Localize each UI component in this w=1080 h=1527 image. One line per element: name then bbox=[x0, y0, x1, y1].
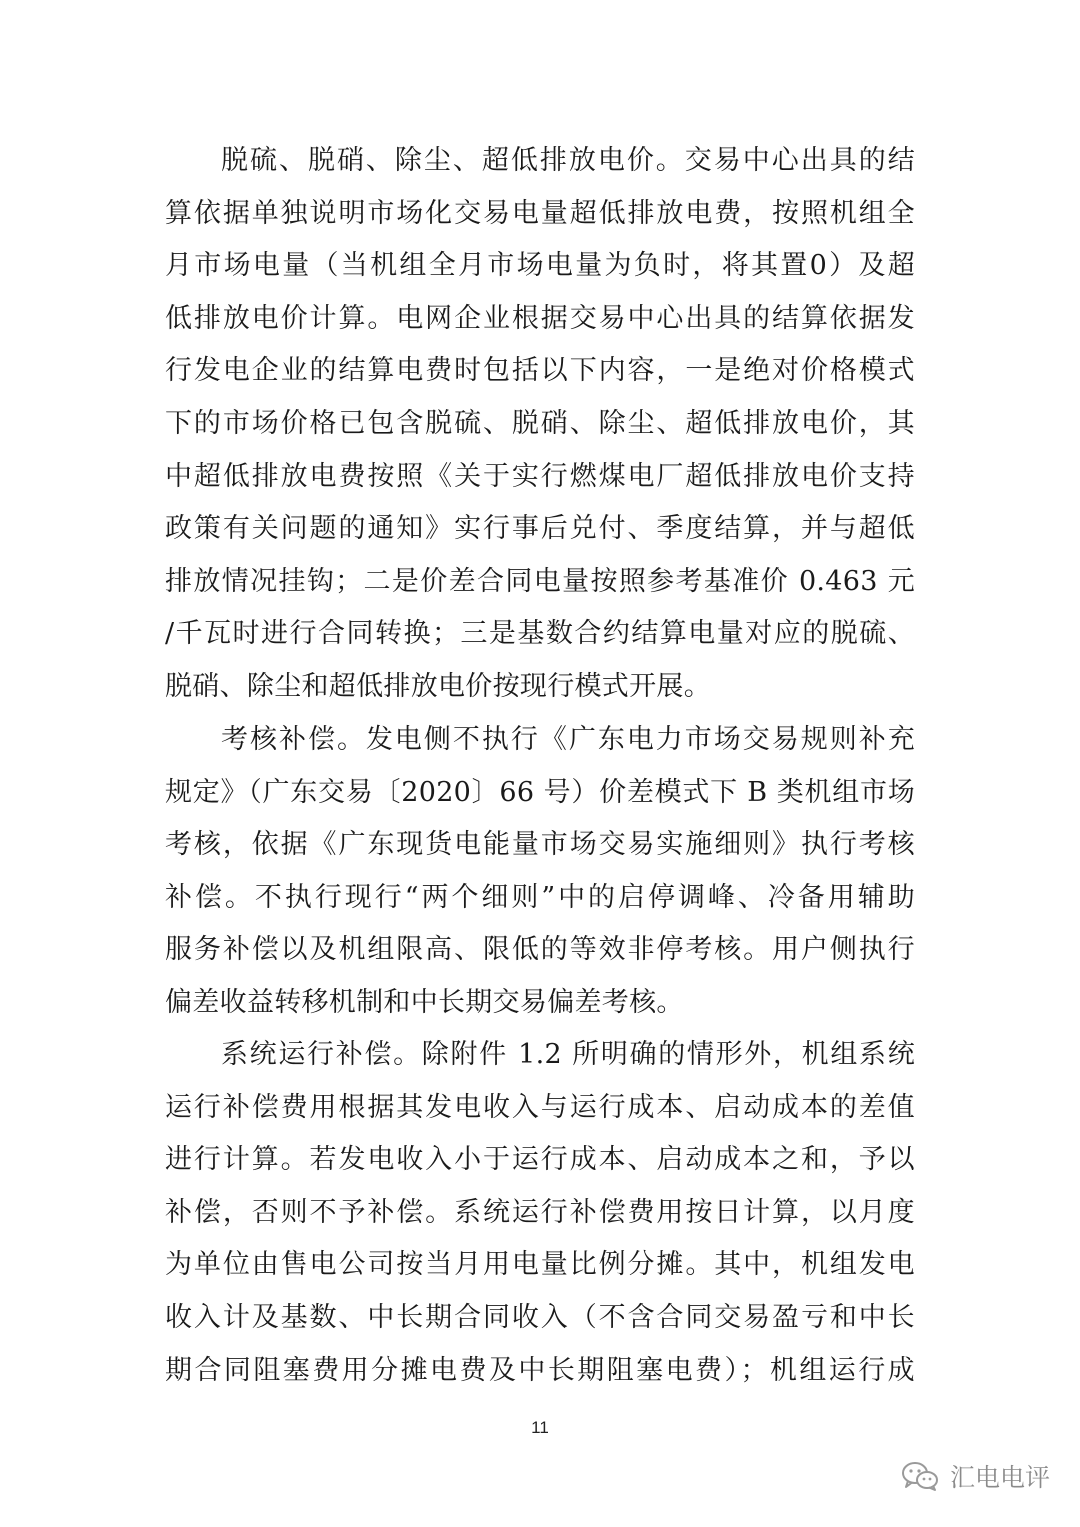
text-line: 下的市场价格已包含脱硫、脱硝、除尘、超低排放电价，其 bbox=[165, 407, 915, 439]
text-line: 补偿，否则不予补偿。系统运行补偿费用按日计算，以月度 bbox=[165, 1196, 915, 1228]
watermark bbox=[900, 1458, 1050, 1494]
text-line: 运行补偿费用根据其发电收入与运行成本、启动成本的差值 bbox=[165, 1091, 915, 1123]
page-number: 11 bbox=[531, 1418, 549, 1437]
text-line: 系统运行补偿。除附件 1.2 所明确的情形外，机组系统 bbox=[221, 1039, 915, 1070]
text-line: 期合同阻塞费用分摊电费及中长期阻塞电费）；机组运行成 bbox=[165, 1354, 915, 1386]
text-line: 脱硝、除尘和超低排放电价按现行模式开展。 bbox=[165, 670, 711, 702]
text-line: 考核，依据《广东现货电能量市场交易实施细则》执行考核 bbox=[165, 829, 915, 861]
text-line: 排放情况挂钩；二是价差合同电量按照参考基准价 0.463 元 bbox=[165, 565, 915, 597]
text-line: 中超低排放电费按照《关于实行燃煤电厂超低排放电价支持 bbox=[165, 460, 915, 492]
watermark-text: 汇电电评 bbox=[949, 1463, 1050, 1492]
text-line: 进行计算。若发电收入小于运行成本、启动成本之和，予以 bbox=[165, 1144, 915, 1176]
text-line: 脱硫、脱硝、除尘、超低排放电价。交易中心出具的结 bbox=[221, 145, 915, 176]
text-line: 服务补偿以及机组限高、限低的等效非停考核。用户侧执行 bbox=[165, 934, 915, 966]
paragraph-system-operation-compensation bbox=[165, 1029, 915, 1397]
text-line: 偏差收益转移机制和中长期交易偏差考核。 bbox=[165, 986, 684, 1018]
text-line: 补偿。不执行现行“两个细则”中的启停调峰、冷备用辅助 bbox=[165, 881, 915, 913]
text-line: 规定》（广东交易〔2020〕66 号）价差模式下 B 类机组市场 bbox=[165, 776, 915, 808]
text-line: 考核补偿。发电侧不执行《广东电力市场交易规则补充 bbox=[221, 724, 915, 755]
text-line: /千瓦时进行合同转换；三是基数合约结算电量对应的脱硫、 bbox=[165, 618, 915, 650]
wechat-icon bbox=[900, 1460, 940, 1492]
paragraph-assessment-compensation bbox=[165, 714, 915, 1030]
text-line: 算依据单独说明市场化交易电量超低排放电费，按照机组全 bbox=[165, 197, 915, 229]
text-line: 政策有关问题的通知》实行事后兑付、季度结算，并与超低 bbox=[165, 513, 915, 545]
text-line: 收入计及基数、中长期合同收入（不含合同交易盈亏和中长 bbox=[165, 1301, 915, 1333]
text-line: 月市场电量（当机组全月市场电量为负时，将其置0）及超 bbox=[165, 250, 915, 282]
text-line: 行发电企业的结算电费时包括以下内容，一是绝对价格模式 bbox=[165, 355, 915, 387]
paragraph-desulfurization-pricing bbox=[165, 135, 915, 714]
text-line: 低排放电价计算。电网企业根据交易中心出具的结算依据发 bbox=[165, 302, 915, 334]
text-line: 为单位由售电公司按当月用电量比例分摊。其中，机组发电 bbox=[165, 1249, 915, 1281]
